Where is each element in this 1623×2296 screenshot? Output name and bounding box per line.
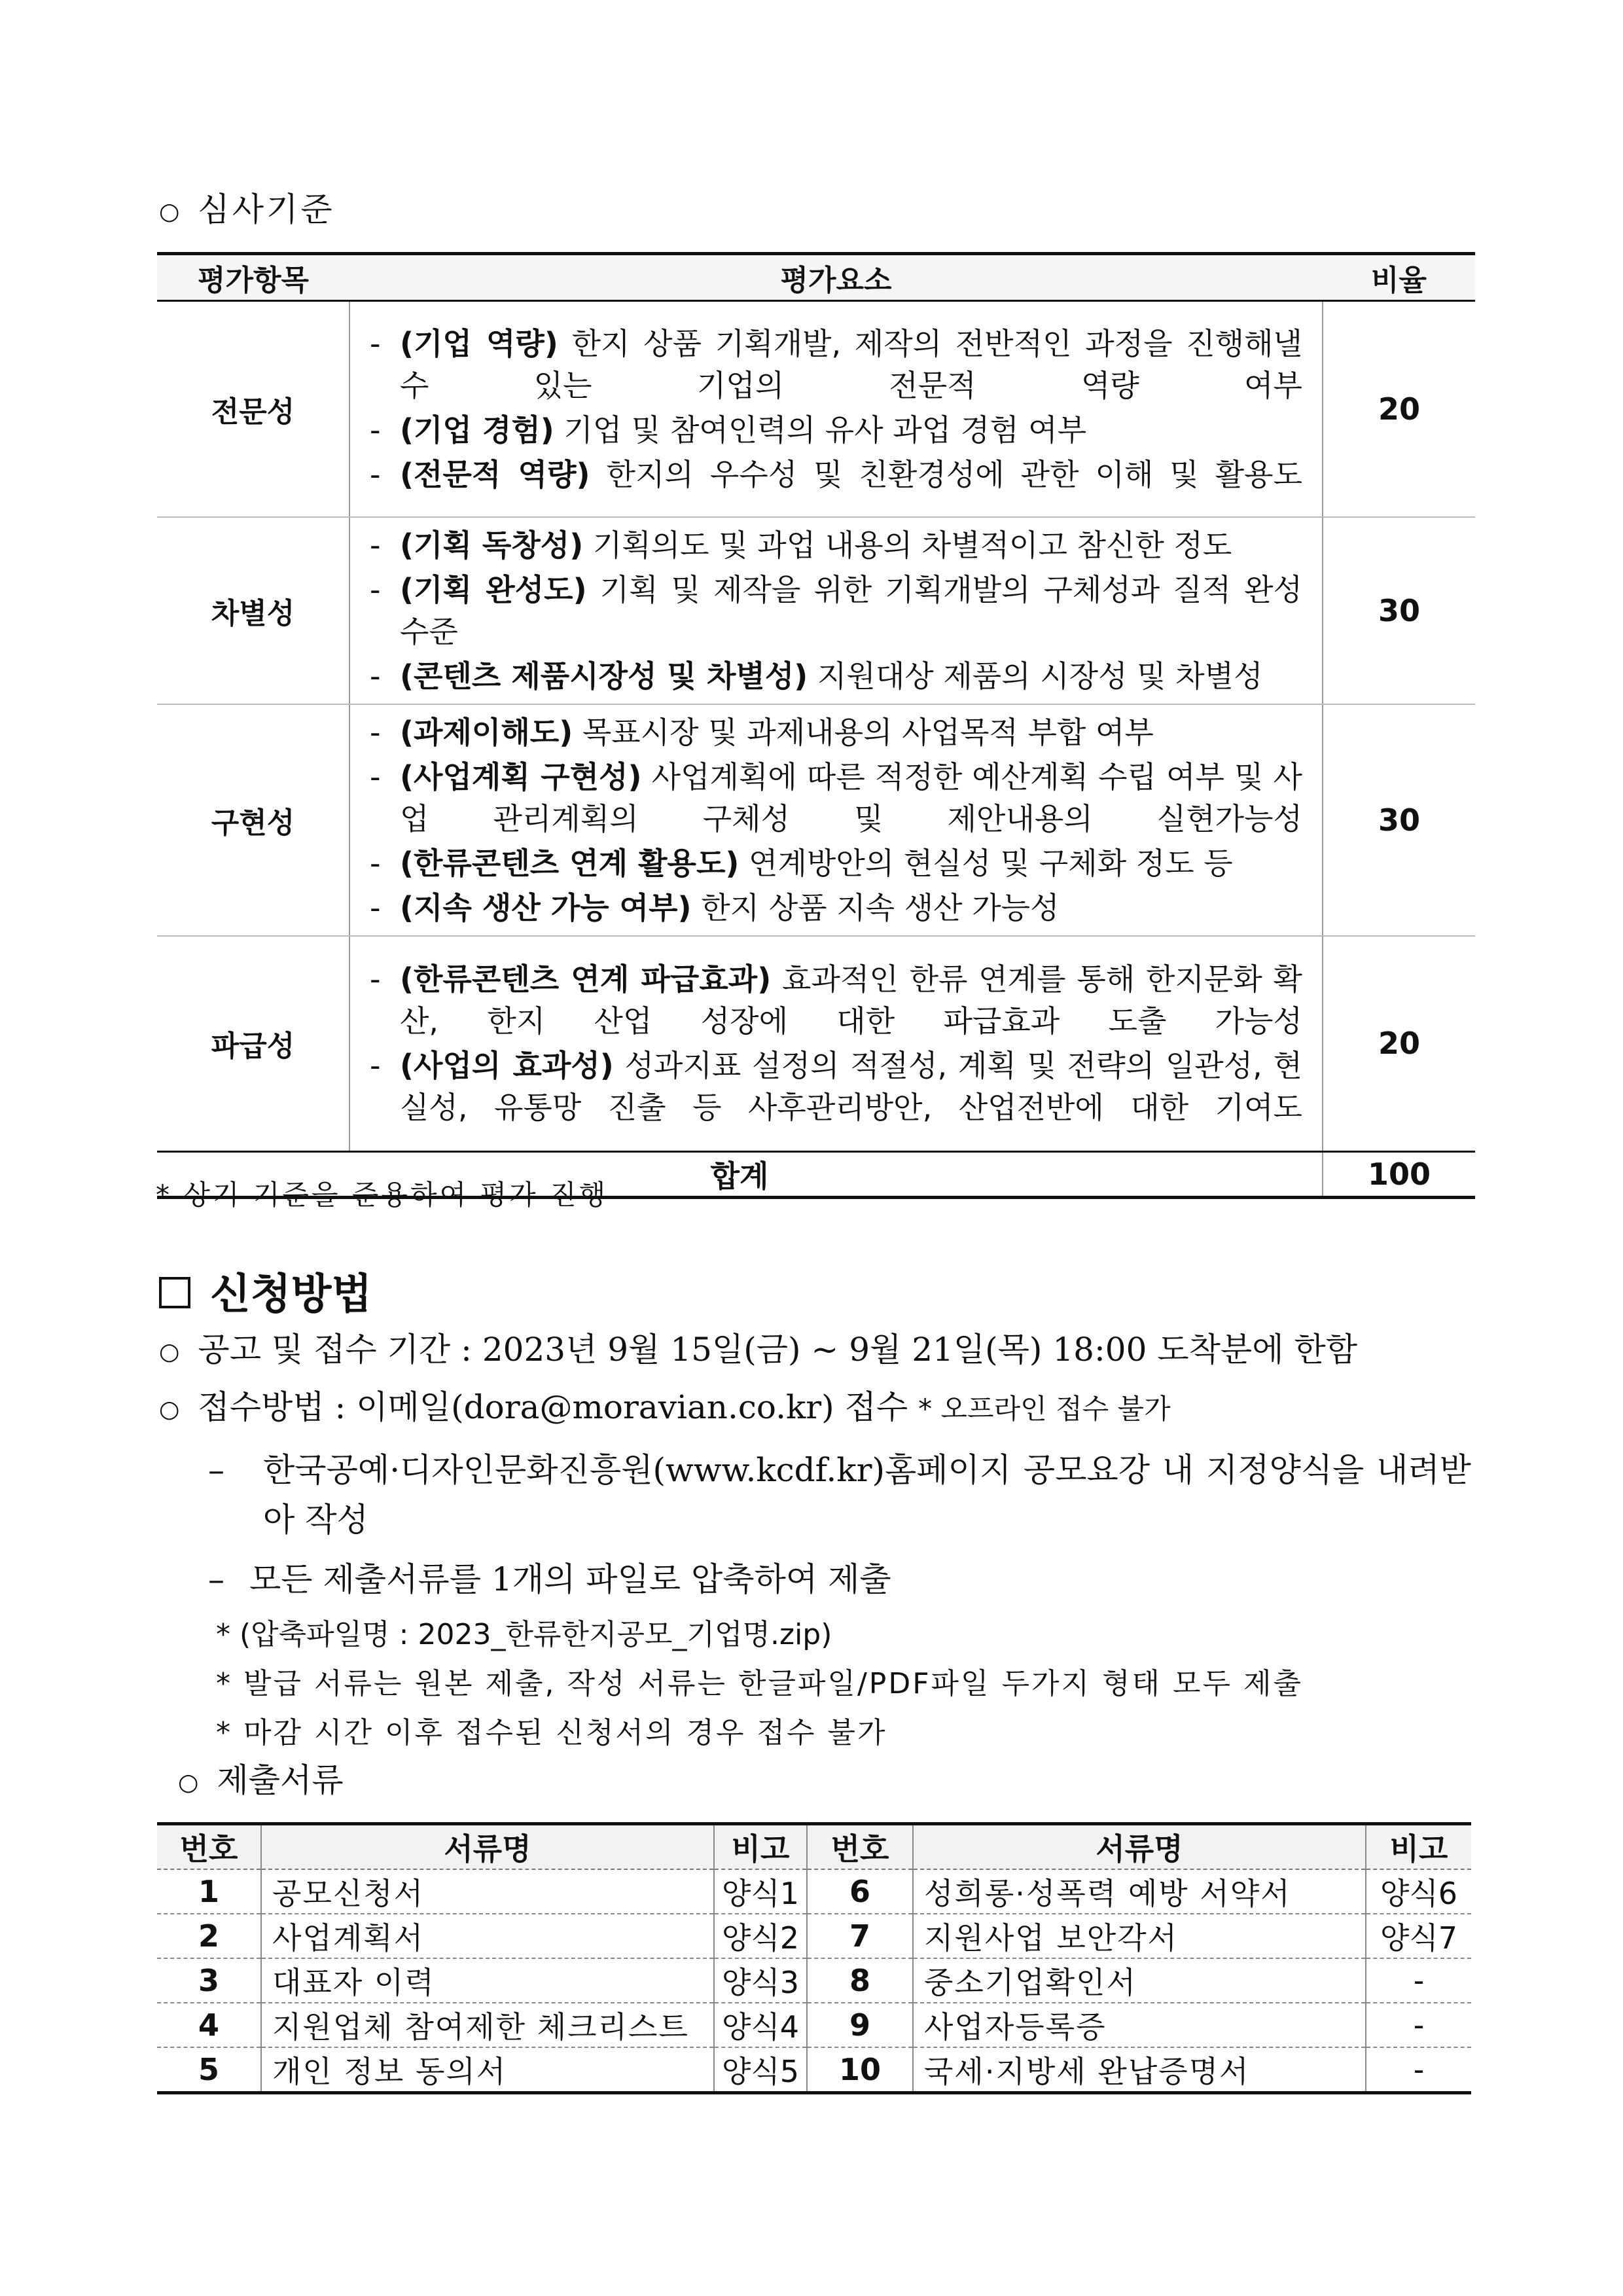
doc-number: 4 [157, 2003, 261, 2047]
circle-bullet-icon: ○ [178, 1769, 199, 1796]
documents-table [157, 1822, 1471, 2094]
dash-item: – 모든 제출서류를 1개의 파일로 압축하여 제출 [208, 1560, 891, 1598]
eval-item: - (기업 역량) 한지 상품 기획개발, 제작의 전반적인 과정을 진행해낼 수 있는 기업의 전문적 역량 여부 [363, 323, 1302, 406]
eval-row [157, 704, 1475, 936]
deadline-note: * 마감 시간 이후 접수된 신청서의 경우 접수 불가 [216, 1716, 887, 1749]
eval-ratio: 20 [1323, 936, 1475, 1152]
doc-name: 대표자 이력 [261, 1958, 714, 2003]
eval-item: - (콘텐츠 제품시장성 및 차별성) 지원대상 제품의 시장성 및 차별성 [363, 655, 1302, 697]
docs-heading: ○ 제출서류 [178, 1761, 344, 1803]
circle-bullet-icon: ○ [159, 1338, 180, 1365]
doc-name: 사업계획서 [261, 1914, 714, 1958]
col-header-category: 평가항목 [157, 254, 349, 301]
circle-bullet-icon: ○ [159, 198, 180, 225]
doc-remark: - [1366, 2047, 1471, 2093]
doc-number: 3 [157, 1958, 261, 2003]
eval-row [157, 517, 1475, 704]
table-row [157, 2003, 1471, 2047]
doc-remark: 양식6 [1366, 1869, 1471, 1914]
doc-remark: 양식2 [714, 1914, 807, 1958]
doc-col-remark: 비고 [1366, 1824, 1471, 1870]
square-bullet-icon [159, 1277, 190, 1308]
doc-name: 개인 정보 동의서 [261, 2047, 714, 2093]
criteria-note: * 상기 기준을 준용하여 평가 진행 [156, 1179, 609, 1211]
eval-item: - (기업 경험) 기업 및 참여인력의 유사 과업 경험 여부 [363, 409, 1302, 451]
eval-elements [349, 517, 1323, 704]
circle-bullet-icon: ○ [159, 1396, 180, 1423]
doc-remark: - [1366, 2003, 1471, 2047]
eval-elements [349, 936, 1323, 1152]
apply-section-title: 신청방법 [159, 1268, 372, 1321]
eval-elements [349, 301, 1323, 517]
eval-item: - (기획 독창성) 기획의도 및 과업 내용의 차별적이고 참신한 정도 [363, 524, 1302, 566]
criteria-heading: ○ 심사기준 [159, 190, 335, 232]
table-row [157, 2047, 1471, 2093]
doc-name: 국세·지방세 완납증명서 [913, 2047, 1366, 2093]
doc-name: 중소기업확인서 [913, 1958, 1366, 2003]
zip-name-note: * (압축파일명 : 2023_한류한지공모_기업명.zip) [216, 1618, 832, 1651]
dash-bullet: – [208, 1451, 224, 1489]
eval-row [157, 301, 1475, 517]
apply-method-line: ○ 접수방법 : 이메일(dora@moravian.co.kr) 접수 * 오프라인 접수 불가 [159, 1386, 1171, 1431]
eval-item: - (기획 완성도) 기획 및 제작을 위한 기획개발의 구체성과 질적 완성 수준 [363, 569, 1302, 653]
eval-ratio: 20 [1323, 301, 1475, 517]
eval-item: - (사업의 효과성) 성과지표 설정의 적절성, 계획 및 전략의 일관성, 현실성, 유통망 진출 등 사후관리방안, 산업전반에 대한 기여도 [363, 1045, 1302, 1128]
eval-category: 파급성 [157, 936, 349, 1152]
doc-remark: 양식7 [1366, 1914, 1471, 1958]
dash-item: – 한국공예·디자인문화진흥원(www.kcdf.kr)홈페이지 공모요강 내 지정양식을 내려받아 작성 [208, 1445, 1471, 1545]
col-header-ratio: 비율 [1323, 254, 1475, 301]
doc-col-remark: 비고 [714, 1824, 807, 1870]
doc-number: 7 [807, 1914, 913, 1958]
total-value: 100 [1323, 1152, 1475, 1198]
total-label: 합계 [157, 1152, 1323, 1198]
eval-item: - (과제이해도) 목표시장 및 과제내용의 사업목적 부합 여부 [363, 711, 1302, 753]
apply-period-line: ○ 공고 및 접수 기간 : 2023년 9월 15일(금) ~ 9월 21일(목) 18:00 도착분에 한함 [159, 1329, 1357, 1373]
eval-ratio: 30 [1323, 517, 1475, 704]
doc-number: 8 [807, 1958, 913, 2003]
doc-name: 지원사업 보안각서 [913, 1914, 1366, 1958]
eval-category: 전문성 [157, 301, 349, 517]
table-row [157, 1958, 1471, 2003]
doc-col-name: 서류명 [261, 1824, 714, 1870]
doc-col-number: 번호 [157, 1824, 261, 1870]
doc-remark: 양식3 [714, 1958, 807, 2003]
eval-ratio: 30 [1323, 704, 1475, 936]
eval-item: - (지속 생산 가능 여부) 한지 상품 지속 생산 가능성 [363, 887, 1302, 929]
doc-number: 9 [807, 2003, 913, 2047]
doc-number: 2 [157, 1914, 261, 1958]
eval-row [157, 936, 1475, 1152]
eval-item: - (한류콘텐츠 연계 활용도) 연계방안의 현실성 및 구체화 정도 등 [363, 842, 1302, 884]
dash-bullet: – [208, 1560, 224, 1598]
eval-category: 구현성 [157, 704, 349, 936]
doc-name: 지원업체 참여제한 체크리스트 [261, 2003, 714, 2047]
evaluation-table [157, 252, 1475, 1199]
doc-name: 공모신청서 [261, 1869, 714, 1914]
doc-name: 성희롱·성폭력 예방 서약서 [913, 1869, 1366, 1914]
doc-number: 6 [807, 1869, 913, 1914]
eval-category: 차별성 [157, 517, 349, 704]
offline-note: * 오프라인 접수 불가 [918, 1393, 1171, 1425]
format-note: * 발급 서류는 원본 제출, 작성 서류는 한글파일/PDF파일 두가지 형태 모두 제출 [216, 1667, 1303, 1700]
doc-number: 5 [157, 2047, 261, 2093]
table-row [157, 1914, 1471, 1958]
doc-remark: - [1366, 1958, 1471, 2003]
eval-item: - (한류콘텐츠 연계 파급효과) 효과적인 한류 연계를 통해 한지문화 확산, 한지 산업 성장에 대한 파급효과 도출 가능성 [363, 958, 1302, 1042]
eval-elements [349, 704, 1323, 936]
doc-number: 1 [157, 1869, 261, 1914]
eval-item: - (전문적 역량) 한지의 우수성 및 친환경성에 관한 이해 및 활용도 [363, 454, 1302, 495]
doc-col-number: 번호 [807, 1824, 913, 1870]
table-row [157, 1869, 1471, 1914]
doc-name: 사업자등록증 [913, 2003, 1366, 2047]
doc-number: 10 [807, 2047, 913, 2093]
col-header-elements: 평가요소 [349, 254, 1323, 301]
doc-remark: 양식5 [714, 2047, 807, 2093]
eval-item: - (사업계획 구현성) 사업계획에 따른 적정한 예산계획 수립 여부 및 사업 관리계획의 구체성 및 제안내용의 실현가능성 [363, 756, 1302, 840]
doc-remark: 양식4 [714, 2003, 807, 2047]
doc-col-name: 서류명 [913, 1824, 1366, 1870]
doc-remark: 양식1 [714, 1869, 807, 1914]
